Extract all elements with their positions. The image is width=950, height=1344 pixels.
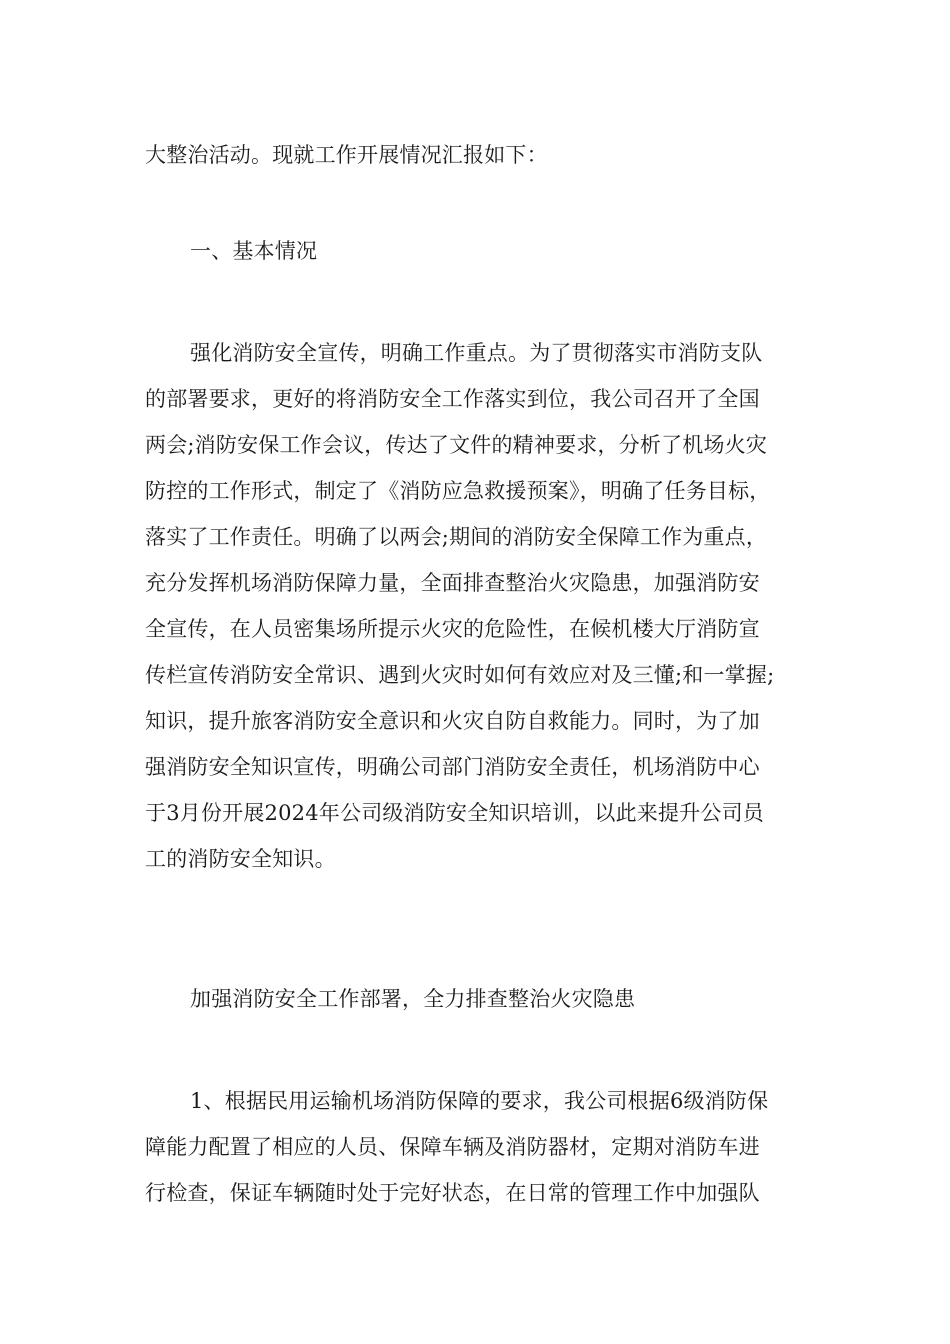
paragraph-line: 强消防安全知识宣传，明确公司部门消防安全责任，机场消防中心: [145, 755, 760, 779]
paragraph-line: 两会;消防安保工作会议，传达了文件的精神要求，分析了机场火灾: [145, 433, 768, 457]
paragraph-line: 充分发挥机场消防保障力量，全面排查整治火灾隐患，加强消防安: [145, 571, 760, 595]
section-heading-basic: 一、基本情况: [190, 239, 318, 263]
paragraph-line: 落实了工作责任。明确了以两会;期间的消防安全保障工作为重点，: [145, 525, 768, 549]
paragraph-line: 知识，提升旅客消防安全意识和火灾自防自救能力。同时，为了加: [145, 709, 760, 733]
paragraph-line: 全宣传，在人员密集场所提示火灾的危险性，在候机楼大厅消防宣: [145, 617, 760, 641]
paragraph-line: 防控的工作形式，制定了《消防应急救援预案》，明确了任务目标，: [145, 479, 771, 503]
intro-line: 大整治活动。现就工作开展情况汇报如下：: [145, 143, 548, 167]
paragraph-line: 行检查，保证车辆随时处于完好状态，在日常的管理工作中加强队: [145, 1181, 760, 1205]
subheading-deployment: 加强消防安全工作部署，全力排查整治火灾隐患: [190, 987, 636, 1011]
paragraph-line: 障能力配置了相应的人员、保障车辆及消防器材，定期对消防车进: [145, 1135, 760, 1159]
paragraph-line: 传栏宣传消防安全常识、遇到火灾时如何有效应对及三懂;和一掌握;: [145, 663, 775, 687]
paragraph-line: 的部署要求，更好的将消防安全工作落实到位，我公司召开了全国: [145, 387, 760, 411]
paragraph-line: 强化消防安全宣传，明确工作重点。为了贯彻落实市消防支队: [190, 341, 763, 365]
paragraph-line: 工的消防安全知识。: [145, 847, 336, 871]
paragraph-line: 于3月份开展2024年公司级消防安全知识培训，以此来提升公司员: [145, 801, 765, 825]
paragraph-line: 1、根据民用运输机场消防保障的要求，我公司根据6级消防保: [190, 1089, 769, 1113]
